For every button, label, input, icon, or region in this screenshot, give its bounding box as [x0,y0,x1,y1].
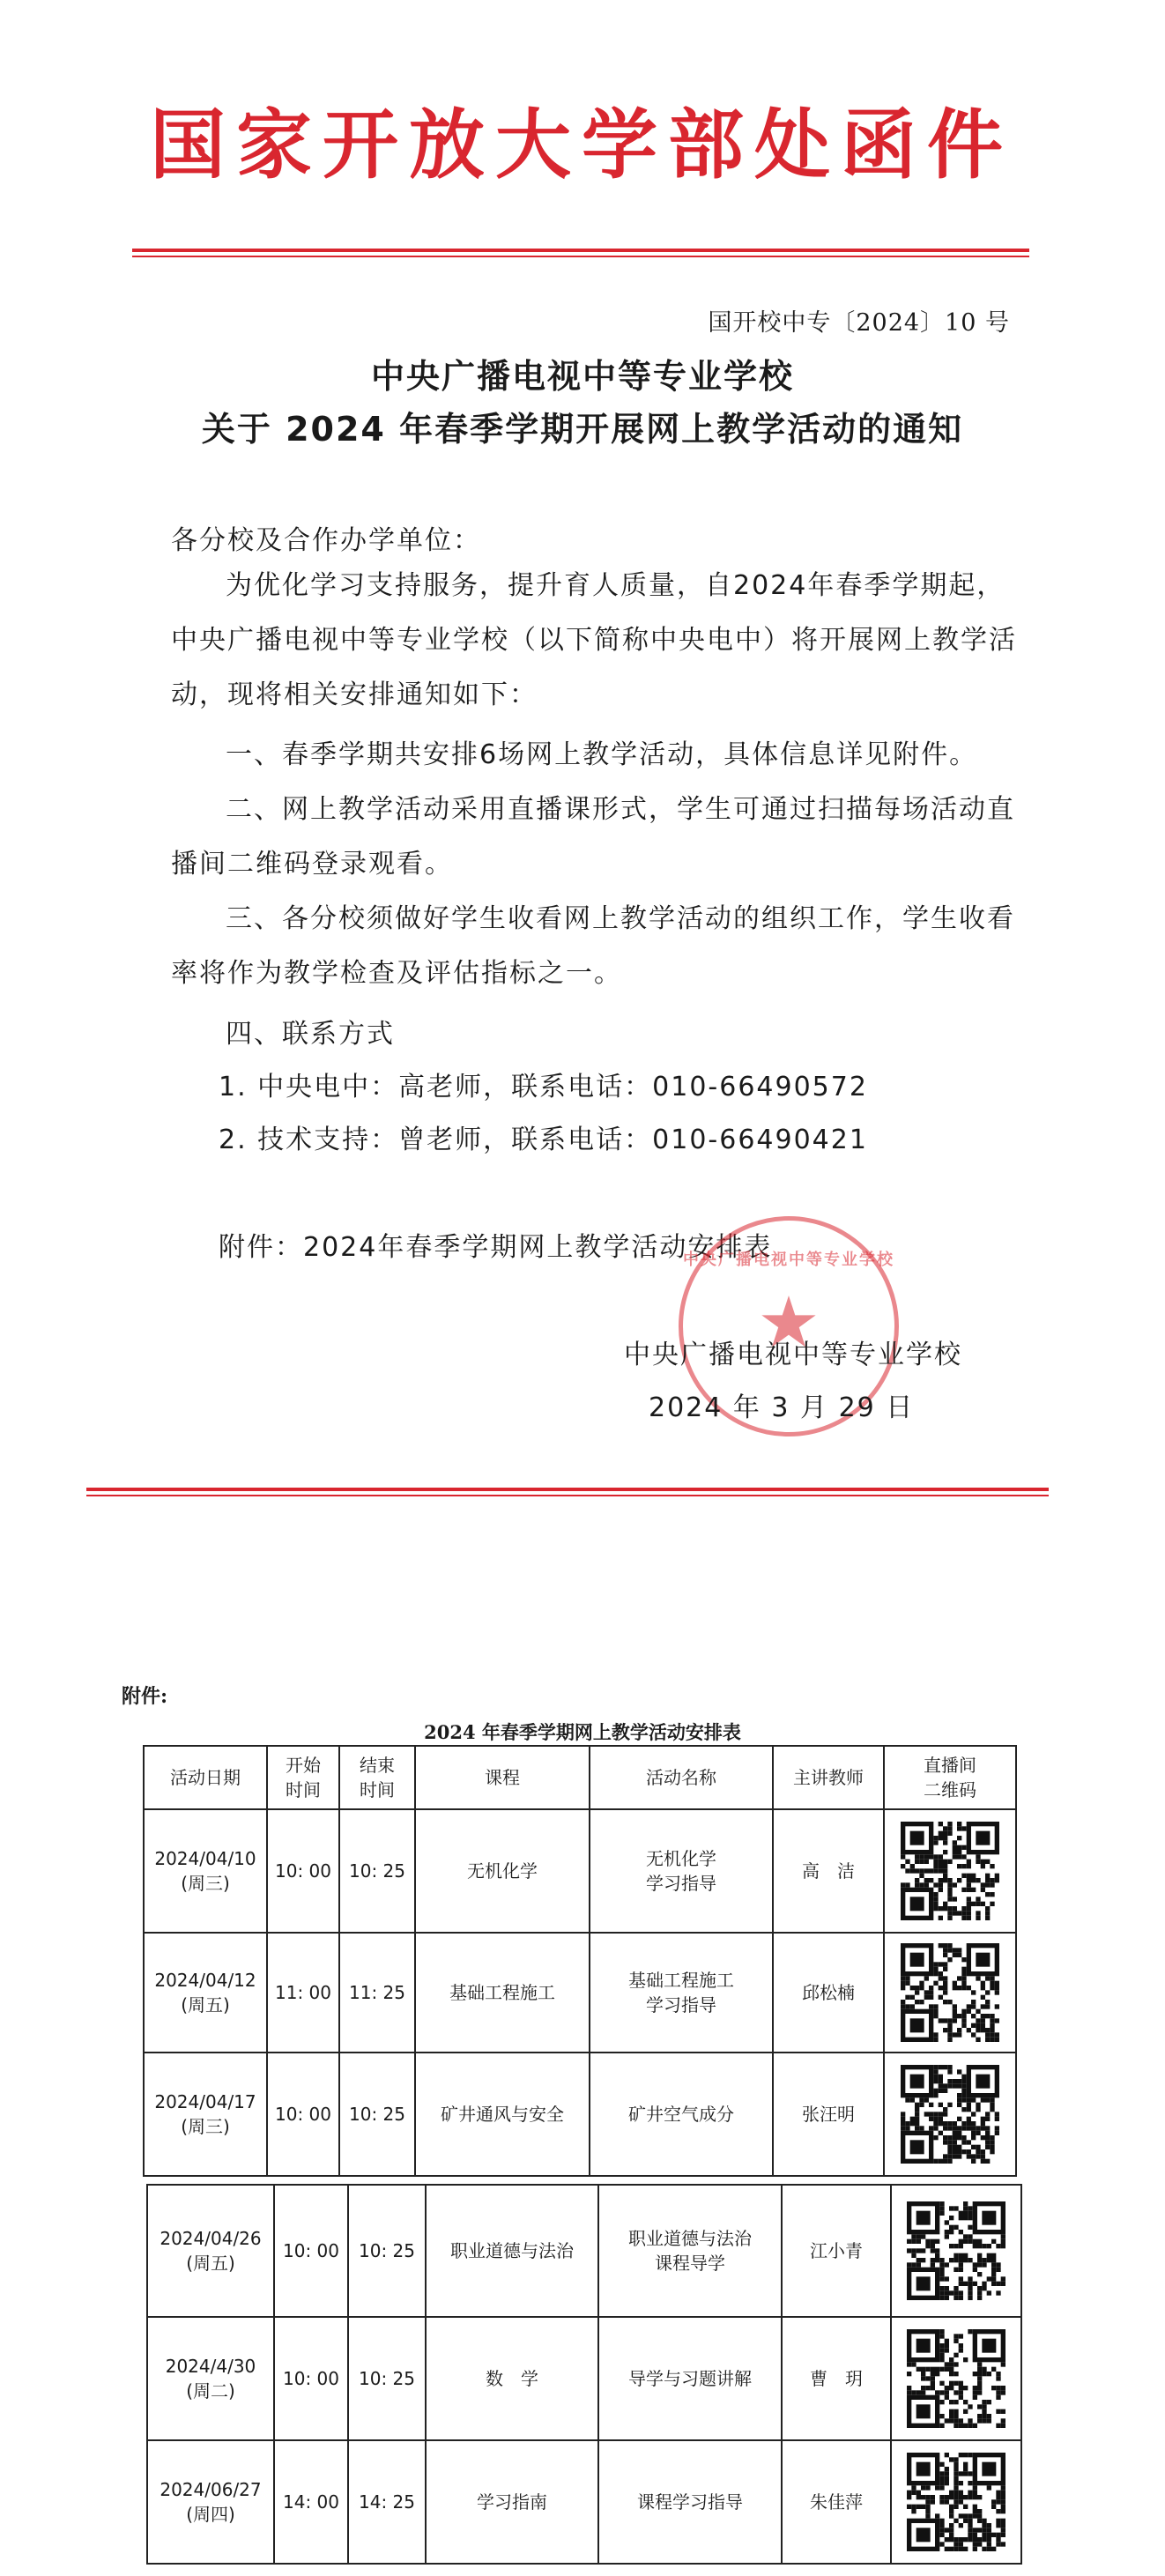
schedule-table-part-1 [143,1745,1017,2177]
schedule-table-part-2 [146,2184,1022,2565]
cell-course: 数 学 [426,2317,598,2440]
cell-start-time: 10: 00 [267,1809,339,1933]
header-end: 结束 时间 [339,1746,415,1809]
header-course: 课程 [415,1746,590,1809]
cell-course: 职业道德与法治 [426,2185,598,2317]
intro-paragraph: 为优化学习支持服务，提升育人质量，自2024年春季学期起，中央广播电视中等专业学校（以下简称中央电中）将开展网上教学活动，现将相关安排通知如下： [171,570,1017,710]
contact-heading: 四、联系方式 [226,1019,395,1050]
qr-code-icon[interactable] [901,2103,999,2124]
cell-start-time: 10: 00 [267,2053,339,2176]
cell-teacher: 江小青 [782,2185,891,2317]
cell-date: 2024/06/27 (周四) [147,2440,274,2564]
cell-end-time: 14: 25 [348,2440,426,2564]
cell-date: 2024/04/12 (周五) [144,1933,267,2053]
signature-org: 中央广播电视中等专业学校 [624,1340,962,1370]
cell-date: 2024/4/30 (周二) [147,2317,274,2440]
cell-qr [884,1933,1016,2053]
cell-start-time: 10: 00 [274,2317,348,2440]
cell-qr [884,1809,1016,1933]
cell-end-time: 10: 25 [348,2185,426,2317]
seal-text: 中央广播电视中等专业学校 [683,1251,894,1269]
item-3: 三、各分校须做好学生收看网上教学活动的组织工作，学生收看率将作为教学检查及评估指标之一。 [171,903,1015,989]
cell-end-time: 10: 25 [348,2317,426,2440]
cell-end-time: 11: 25 [339,1933,415,2053]
item-1: 一、春季学期共安排6场网上教学活动，具体信息详见附件。 [226,739,978,770]
cell-teacher: 朱佳萍 [782,2440,891,2564]
cell-teacher: 曹 玥 [782,2317,891,2440]
masthead-title: 国家开放大学部处函件 [150,100,1013,189]
cell-course: 矿井通风与安全 [415,2053,590,2176]
qr-code-icon[interactable] [907,2239,1005,2260]
table-row [147,2317,1021,2440]
attachment-note: 附件：2024年春季学期网上教学活动安排表 [219,1232,773,1263]
qr-code-icon[interactable] [901,1860,999,1881]
title-line-2: 关于 2024 年春季学期开展网上教学活动的通知 [201,410,964,449]
header-teacher: 主讲教师 [773,1746,884,1809]
header-qr: 直播间 二维码 [884,1746,1016,1809]
footer-red-line [86,1488,1049,1491]
cell-activity: 课程学习指导 [598,2440,782,2564]
cell-activity: 矿井空气成分 [590,2053,773,2176]
header-start: 开始 时间 [267,1746,339,1809]
cell-teacher: 张汪明 [773,2053,884,2176]
cell-qr [891,2185,1021,2317]
cell-qr [884,2053,1016,2176]
table-header-row [144,1746,1016,1809]
header-activity: 活动名称 [590,1746,773,1809]
header-red-line-thin [132,256,1029,257]
footer-red-line-thin [86,1495,1049,1496]
cell-activity: 职业道德与法治 课程导学 [598,2185,782,2317]
seal-star-icon: ★ [757,1281,820,1363]
cell-start-time: 14: 00 [274,2440,348,2564]
cell-start-time: 10: 00 [274,2185,348,2317]
cell-course: 学习指南 [426,2440,598,2564]
schedule-table-title: 2024 年春季学期网上教学活动安排表 [424,1721,741,1743]
qr-code-icon[interactable] [901,1981,999,2002]
header-date: 活动日期 [144,1746,267,1809]
qr-code-icon[interactable] [907,2367,1005,2388]
cell-end-time: 10: 25 [339,1809,415,1933]
cell-activity: 基础工程施工 学习指导 [590,1933,773,2053]
item-2: 二、网上教学活动采用直播课形式，学生可通过扫描每场活动直播间二维码登录观看。 [171,794,1015,880]
document-number: 国开校中专〔2024〕10 号 [708,309,1010,337]
contact-1: 1. 中央电中：高老师，联系电话：010-66490572 [219,1072,868,1102]
qr-code-icon[interactable] [907,2491,1005,2512]
cell-teacher: 高 洁 [773,1809,884,1933]
cell-activity: 无机化学 学习指导 [590,1809,773,1933]
cell-activity: 导学与习题讲解 [598,2317,782,2440]
cell-qr [891,2317,1021,2440]
cell-date: 2024/04/26 (周五) [147,2185,274,2317]
cell-start-time: 11: 00 [267,1933,339,2053]
title-line-1: 中央广播电视中等专业学校 [370,357,794,396]
table-row [144,1809,1016,1933]
cell-course: 基础工程施工 [415,1933,590,2053]
salutation: 各分校及合作办学单位： [171,525,481,556]
cell-date: 2024/04/17 (周三) [144,2053,267,2176]
attachment-label: 附件: [122,1685,168,1708]
cell-end-time: 10: 25 [339,2053,415,2176]
cell-course: 无机化学 [415,1809,590,1933]
table-row [144,2053,1016,2176]
cell-qr [891,2440,1021,2564]
signature-date: 2024 年 3 月 29 日 [649,1392,915,1423]
cell-date: 2024/04/10 (周三) [144,1809,267,1933]
contact-2: 2. 技术支持：曾老师，联系电话：010-66490421 [219,1125,868,1155]
table-row [147,2440,1021,2564]
cell-teacher: 邱松楠 [773,1933,884,2053]
table-row [144,1933,1016,2053]
header-red-line [132,249,1029,252]
table-row [147,2185,1021,2317]
